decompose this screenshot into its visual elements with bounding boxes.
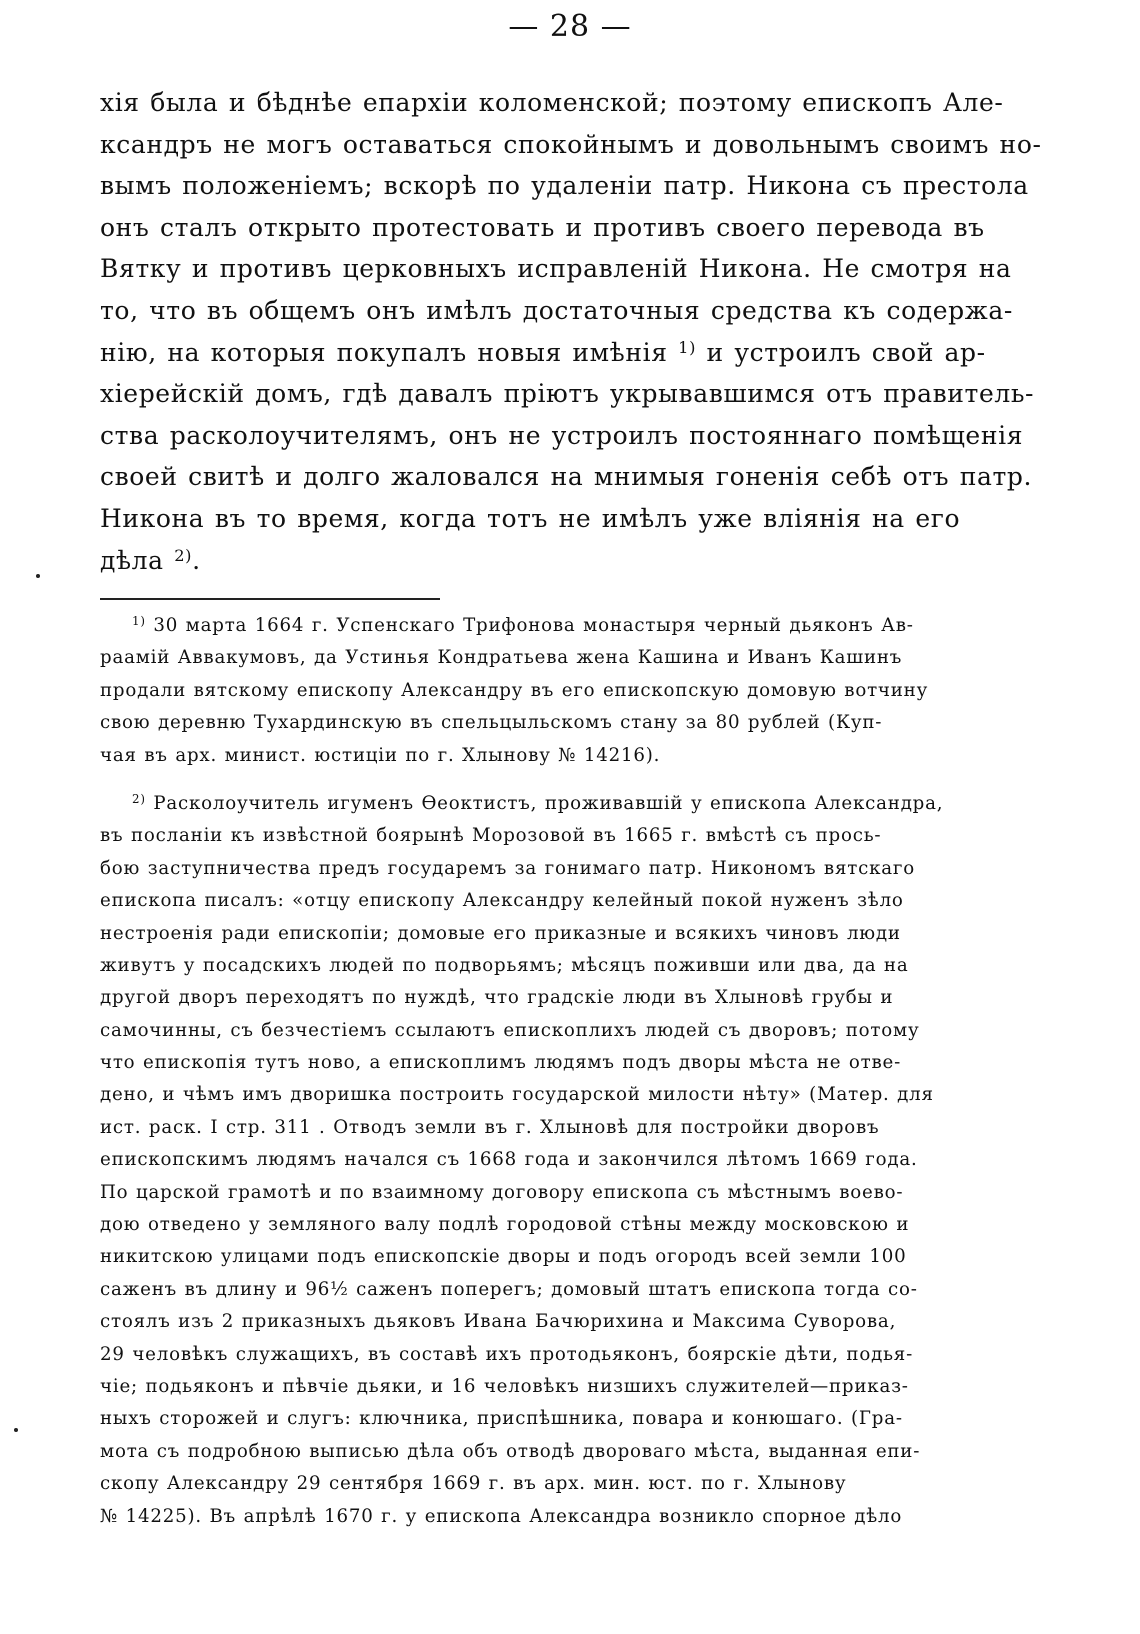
footnote-line: саженъ въ длину и 96½ саженъ поперегъ; домовый штатъ епископа тогда со- bbox=[100, 1278, 918, 1300]
footnote-line: бою заступничества предъ государемъ за гонимаго патр. Никономъ вятскаго bbox=[100, 857, 915, 879]
footnote-line: стоялъ изъ 2 приказныхъ дьяковъ Ивана Бачюрихина и Максима Суворова, bbox=[100, 1311, 897, 1333]
text-line: хія была и бѣднѣе епархіи коломенской; поэтому епископъ Але- bbox=[100, 88, 1004, 117]
text-line: Вятку и противъ церковныхъ исправленій Никона. Не смотря на bbox=[100, 254, 1012, 284]
footnote-line: ист. раск. I стр. 311 . Отводъ земли въ г. Хлыновѣ для постройки дворовъ bbox=[100, 1116, 880, 1138]
text-line: Никона въ то время, когда тотъ не имѣлъ уже вліянія на его bbox=[100, 503, 961, 533]
text-segment: нію, на которыя покупалъ новыя имѣнія bbox=[100, 337, 668, 367]
footnote-line: продали вятскому епископу Александру въ его епископскую домовую вотчину bbox=[100, 679, 929, 701]
text-line: хіерейскій домъ, гдѣ давалъ пріютъ укрывавшимся отъ правитель- bbox=[100, 379, 1035, 409]
footnote-line: ныхъ сторожей и слугъ: ключника, приспѣшника, повара и конюшаго. (Гра- bbox=[100, 1408, 903, 1430]
text-line: своей свитѣ и долго жаловался на мнимыя гоненія себѣ отъ патр. bbox=[100, 462, 1033, 492]
text-segment: 30 марта 1664 г. Успенскаго Трифонова монастыря черный дьяконъ Ав- bbox=[145, 615, 914, 636]
page-number: — 28 — bbox=[508, 9, 632, 44]
scan-speck bbox=[14, 1428, 18, 1432]
footnote-line: что епископія тутъ ново, а епископлимъ людямъ подъ дворы мѣста не отве- bbox=[100, 1052, 902, 1074]
footnote-ref-1[interactable]: 1) bbox=[678, 337, 697, 357]
footnote-line bbox=[100, 610, 1060, 642]
text-segment: и устроилъ свой ар- bbox=[696, 337, 986, 367]
text-line: то, что въ общемъ онъ имѣлъ достаточныя средства къ содержа- bbox=[100, 295, 1013, 325]
text-segment: Расколоучитель игуменъ Ѳеоктистъ, проживавшій у епископа Александра, bbox=[145, 792, 944, 814]
footnote-line bbox=[100, 788, 1060, 820]
footnote-line: живутъ у посадскихъ людей по подворьямъ; мѣсяцъ поживши или два, да на bbox=[100, 954, 909, 976]
footnote-line: чая въ арх. минист. юстиціи по г. Хлынову № 14216). bbox=[100, 744, 661, 766]
footnote-marker: 1) bbox=[132, 614, 146, 629]
footnote-line: епископскимъ людямъ начался съ 1668 года и закончился лѣтомъ 1669 года. bbox=[100, 1149, 918, 1171]
footnote-line: дою отведено у земляного валу подлѣ городовой стѣны между московскою и bbox=[100, 1214, 910, 1236]
footnote-line: епископа писалъ: «отцу епископу Александру келейный покой нуженъ зѣло bbox=[100, 890, 904, 912]
text-line: ства расколоучителямъ, онъ не устроилъ постояннаго помѣщенія bbox=[100, 420, 1024, 450]
footnote-line: въ посланіи къ извѣстной боярынѣ Морозовой въ 1665 г. вмѣстѣ съ прось- bbox=[100, 825, 882, 847]
footnote-line: По царской грамотѣ и по взаимному договору епископа съ мѣстнымъ воево- bbox=[100, 1181, 904, 1203]
footnote-line: свою деревню Тухардинскую въ спельцыльскомъ стану за 80 рублей (Куп- bbox=[100, 712, 883, 734]
footnote-line: № 14225). Въ апрѣлѣ 1670 г. у епископа Александра возникло спорное дѣло bbox=[100, 1505, 903, 1527]
footnote-line: никитскою улицами подъ епископскіе дворы и подъ огородъ всей земли 100 bbox=[100, 1246, 907, 1268]
footnote-line: нестроенія ради епископіи; домовые его приказные и всякихъ чиновъ люди bbox=[100, 922, 901, 944]
text-segment: дѣла bbox=[100, 545, 164, 575]
footnote-divider bbox=[100, 598, 440, 600]
text-line bbox=[100, 540, 1060, 582]
footnotes bbox=[100, 610, 1060, 1533]
footnote-line: раамій Аввакумовъ, да Устинья Кондратьева жена Кашина и Иванъ Кашинъ bbox=[100, 647, 903, 669]
text-segment: . bbox=[192, 545, 201, 575]
text-line: онъ сталъ открыто протестовать и противъ своего перевода въ bbox=[100, 212, 985, 242]
footnote-1 bbox=[100, 610, 1060, 772]
text-line: ксандръ не могъ оставаться спокойнымъ и довольнымъ своимъ но- bbox=[100, 129, 1042, 159]
footnote-marker: 2) bbox=[132, 792, 146, 807]
scan-speck bbox=[36, 574, 40, 578]
text-line: вымъ положеніемъ; вскорѣ по удаленіи патр. Никона съ престола bbox=[100, 171, 1029, 201]
footnote-line: 29 человѣкъ служащихъ, въ составѣ ихъ протодьяконъ, боярскіе дѣти, подья- bbox=[100, 1343, 914, 1365]
text-line bbox=[100, 332, 1060, 374]
footnote-line: другой дворъ переходятъ по нуждѣ, что градскіе люди въ Хлыновѣ грубы и bbox=[100, 987, 894, 1009]
footnote-line: самочинны, съ безчестіемъ ссылаютъ епископлихъ людей съ дворовъ; потому bbox=[100, 1019, 920, 1041]
footnote-line: мота съ подробною выписью дѣла объ отводѣ двороваго мѣста, выданная епи- bbox=[100, 1440, 921, 1462]
main-text bbox=[100, 82, 1060, 581]
footnote-line: скопу Александру 29 сентября 1669 г. въ арх. мин. юст. по г. Хлынову bbox=[100, 1473, 847, 1495]
footnote-ref-2[interactable]: 2) bbox=[174, 545, 193, 565]
footnote-2 bbox=[100, 788, 1060, 1533]
footnote-line: дено, и чѣмъ имъ дворишка построить государской милости нѣту» (Матер. для bbox=[100, 1084, 934, 1106]
footnote-line: чіе; подьяконъ и пѣвчіе дьяки, и 16 человѣкъ низшихъ служителей—приказ- bbox=[100, 1375, 909, 1397]
